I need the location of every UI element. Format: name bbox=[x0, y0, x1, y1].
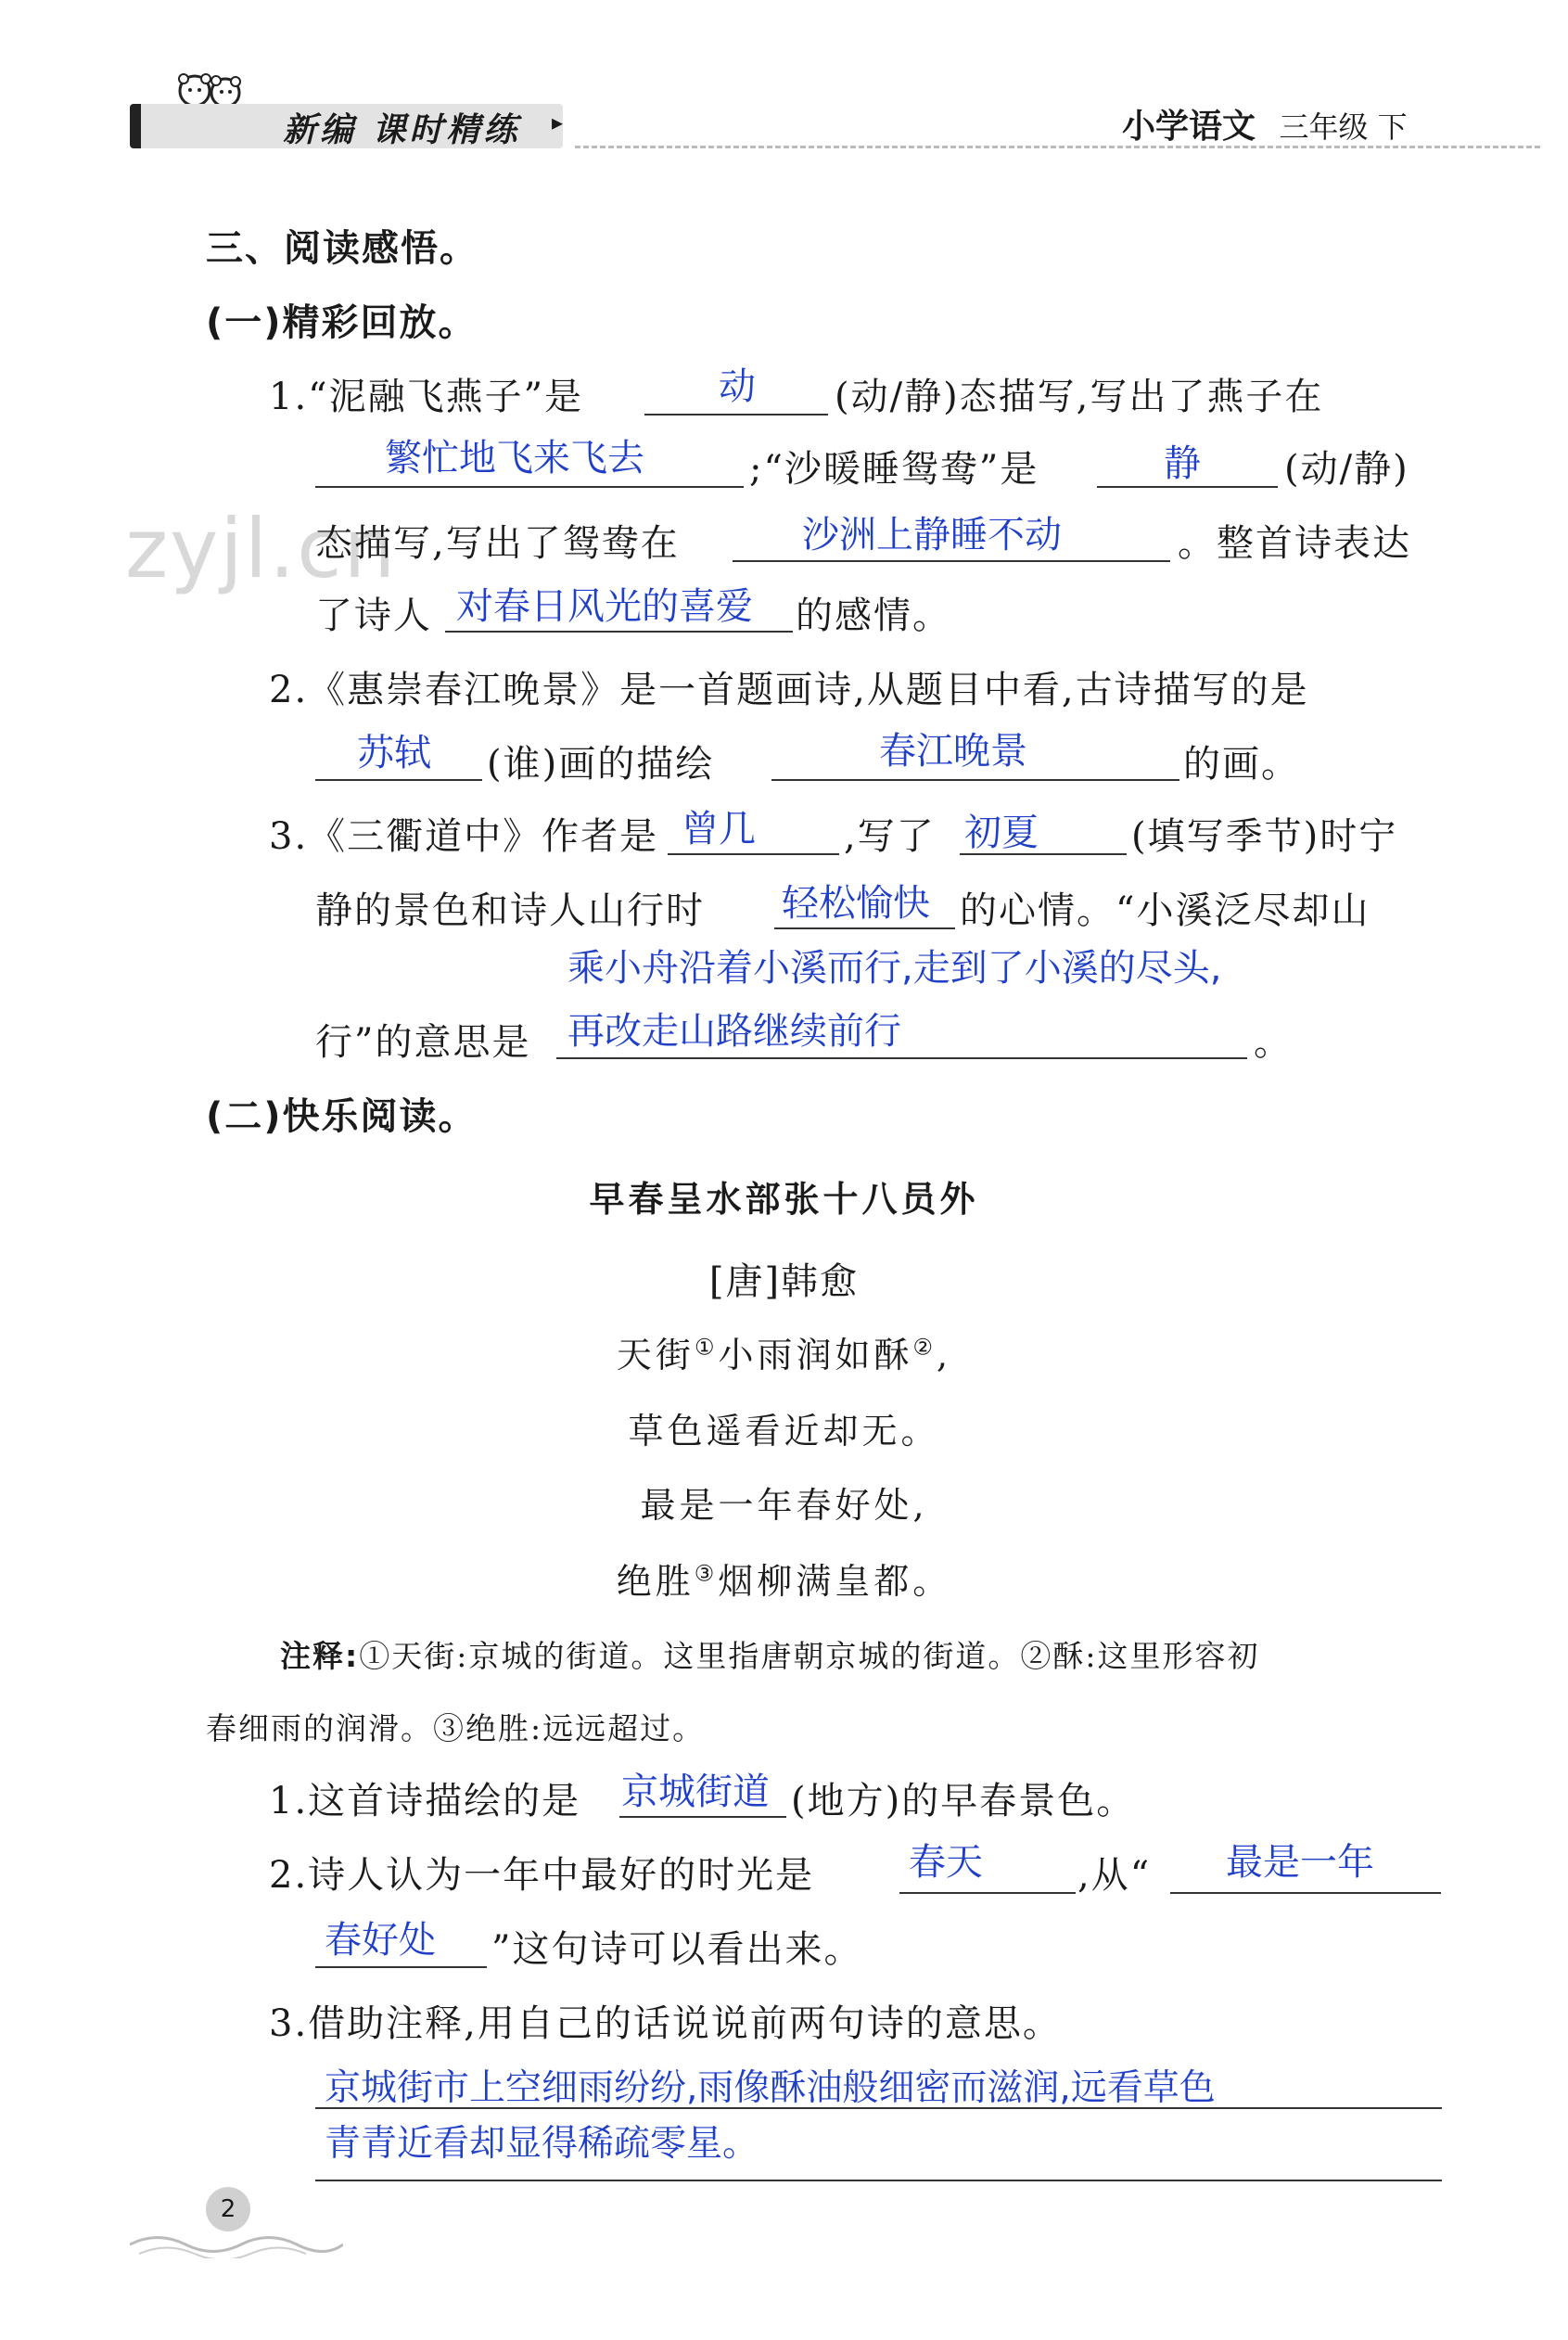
rq1-text-b: (地方)的早春景色。 bbox=[791, 1780, 1136, 1822]
q1-text-f: 。整首诗表达 bbox=[1178, 522, 1411, 565]
note-label: 注释: bbox=[280, 1638, 360, 1674]
handwritten-answer: 春天 bbox=[909, 1841, 983, 1884]
handwritten-answer: 初夏 bbox=[964, 812, 1039, 854]
handwritten-answer: 春江晚景 bbox=[879, 730, 1027, 773]
q1-text-g: 了诗人 bbox=[315, 595, 432, 637]
handwritten-answer: 静 bbox=[1164, 442, 1201, 485]
answer-line bbox=[899, 1892, 1076, 1894]
poem-notes: 注释:①天街:京城的街道。这里指唐朝京城的街道。②酥:这里形容初 bbox=[280, 1638, 1260, 1674]
poem-title: 早春呈水部张十八员外 bbox=[589, 1179, 979, 1220]
subject-label: 小学语文 bbox=[1122, 108, 1256, 146]
q3-text-a: 3.《三衢道中》作者是 bbox=[269, 815, 659, 858]
poem-line: 草色遥看近却无。 bbox=[628, 1411, 940, 1451]
q3-text-g: 。 bbox=[1254, 1021, 1293, 1064]
handwritten-answer: 春好处 bbox=[325, 1919, 436, 1962]
q2-text-c: 的画。 bbox=[1183, 743, 1300, 786]
answer-line bbox=[556, 1057, 1247, 1059]
answer-line bbox=[315, 486, 744, 488]
handwritten-answer: 沙洲上静睡不动 bbox=[802, 514, 1062, 556]
answer-line bbox=[619, 1816, 786, 1818]
q2-text-a: 2.《惠崇春江晚景》是一首题画诗,从题目中看,古诗描写的是 bbox=[269, 669, 1309, 711]
rq2-text-c: ”这句诗可以看出来。 bbox=[491, 1928, 863, 1971]
poem-notes-cont: 春细雨的润滑。③绝胜:远远超过。 bbox=[206, 1710, 706, 1746]
q3-text-f: 行”的意思是 bbox=[315, 1021, 531, 1064]
q3-text-e: 的心情。“小溪泛尽却山 bbox=[960, 889, 1370, 932]
q1-text-h: 的感情。 bbox=[796, 595, 951, 637]
q3-text-c: (填写季节)时宁 bbox=[1131, 815, 1398, 858]
handwritten-answer: 苏轼 bbox=[357, 732, 431, 774]
part1-title: (一)精彩回放。 bbox=[206, 301, 478, 344]
poem-line: 天街①小雨润如酥②, bbox=[616, 1334, 952, 1375]
q3-text-b: ,写了 bbox=[844, 815, 936, 858]
handwritten-answer: 乘小舟沿着小溪而行,走到了小溪的尽头, bbox=[567, 947, 1222, 990]
answer-line bbox=[771, 779, 1179, 781]
q1-text-b: (动/静)态描写,写出了燕子在 bbox=[835, 376, 1324, 418]
series-title: 新编 课时精练 bbox=[283, 111, 521, 149]
q1-text-a: 1.“泥融飞燕子”是 bbox=[269, 376, 584, 418]
page-number: 2 bbox=[206, 2187, 250, 2231]
handwritten-answer: 最是一年 bbox=[1226, 1841, 1374, 1884]
watermark: zyjl.cn bbox=[125, 501, 398, 596]
q2-text-b: (谁)画的描绘 bbox=[487, 743, 715, 786]
section-title: 三、阅读感悟。 bbox=[206, 227, 478, 270]
handwritten-answer: 对春日风光的喜爱 bbox=[456, 585, 753, 628]
answer-line bbox=[315, 2107, 1442, 2109]
handwritten-answer: 繁忙地飞来飞去 bbox=[385, 437, 644, 480]
handwritten-answer: 再改走山路继续前行 bbox=[567, 1010, 901, 1053]
rq2-text-a: 2.诗人认为一年中最好的时光是 bbox=[269, 1854, 815, 1897]
q1-text-d: (动/静) bbox=[1284, 448, 1409, 491]
rq1-text-a: 1.这首诗描绘的是 bbox=[269, 1780, 581, 1822]
subject-grade bbox=[1122, 100, 1408, 147]
poem-author: [唐]韩愈 bbox=[708, 1260, 860, 1303]
answer-line bbox=[315, 779, 482, 781]
answer-line bbox=[774, 927, 955, 929]
handwritten-answer: 京城街市上空细雨纷纷,雨像酥油般细密而滋润,远看草色 bbox=[325, 2067, 1216, 2109]
answer-line bbox=[644, 414, 828, 416]
answer-line bbox=[445, 631, 793, 633]
handwritten-answer: 动 bbox=[719, 365, 756, 408]
handwritten-answer: 曾几 bbox=[682, 808, 756, 850]
answer-line bbox=[1170, 1892, 1441, 1894]
q1-text-c: ;“沙暖睡鸳鸯”是 bbox=[749, 448, 1039, 491]
answer-line bbox=[733, 560, 1170, 562]
answer-line bbox=[315, 1966, 487, 1968]
handwritten-answer: 轻松愉快 bbox=[782, 882, 930, 925]
grade-label: 三年级 下 bbox=[1279, 109, 1408, 145]
rq3-text-a: 3.借助注释,用自己的话说说前两句诗的意思。 bbox=[269, 2002, 1062, 2045]
answer-line bbox=[668, 853, 839, 855]
handwritten-answer: 青青近看却显得稀疏零星。 bbox=[325, 2123, 759, 2165]
handwritten-answer: 京城街道 bbox=[621, 1771, 770, 1813]
answer-line bbox=[315, 2180, 1442, 2181]
q3-text-d: 静的景色和诗人山行时 bbox=[315, 889, 705, 932]
arrow-right-icon: ▸ bbox=[552, 109, 564, 135]
poem-line: 绝胜③烟柳满皇都。 bbox=[616, 1560, 952, 1602]
poem-line: 最是一年春好处, bbox=[640, 1485, 928, 1526]
q1-text-e: 态描写,写出了鸳鸯在 bbox=[315, 522, 680, 565]
rq2-text-b: ,从“ bbox=[1077, 1854, 1152, 1897]
part2-title: (二)快乐阅读。 bbox=[206, 1095, 478, 1138]
